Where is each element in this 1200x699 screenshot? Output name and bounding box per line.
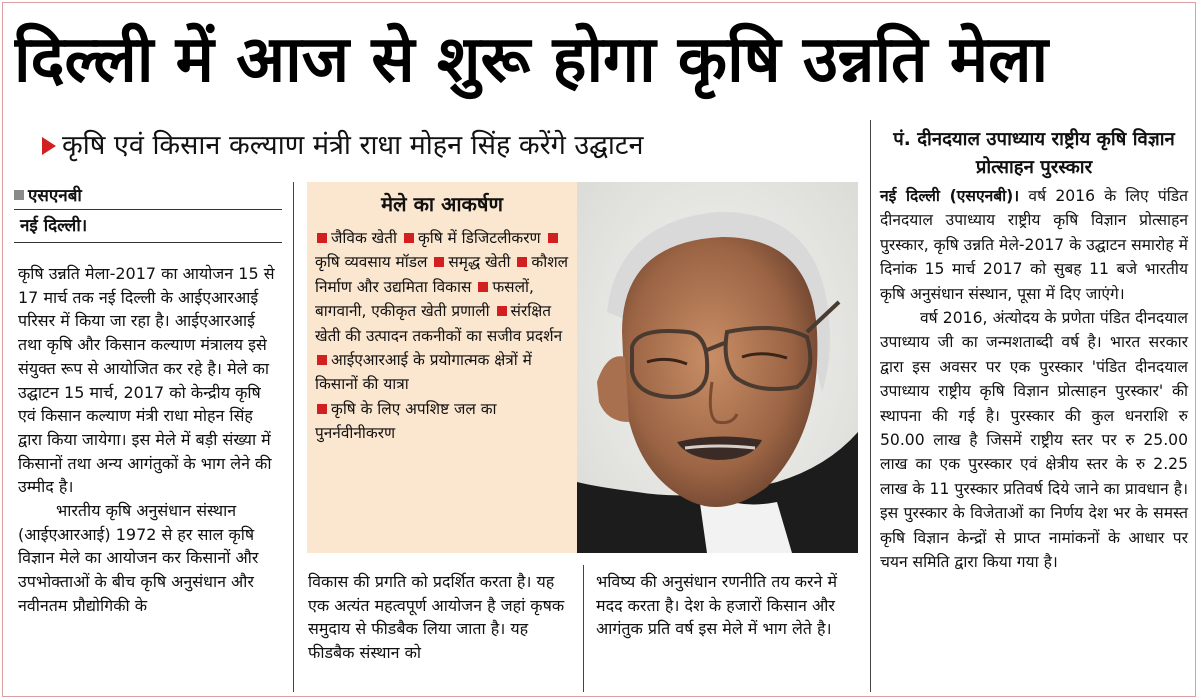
- triangle-bullet-icon: [42, 137, 56, 155]
- dateline: नई दिल्ली।: [20, 216, 88, 236]
- highlights-title: मेले का आकर्षण: [381, 192, 503, 216]
- sidebar-article-body: [880, 184, 1188, 575]
- sidebar-dateline: नई दिल्ली (एसएनबी)।: [880, 187, 1020, 205]
- highlights-box: [307, 182, 577, 553]
- highlight-item: फसलों, बागवानी, एकीकृत खेती प्रणाली: [315, 277, 534, 321]
- headline: दिल्ली में आज से शुरू होगा कृषि उन्नति मेला: [14, 23, 1049, 97]
- divider: [14, 242, 282, 243]
- paragraph-text: वर्ष 2016 के लिए पंडित दीनदयाल उपाध्याय राष्ट्रीय कृषि विज्ञान प्रोत्साहन पुरस्कार, कृषि उन्नति मेले-2017 के उद्घाटन समारोह में दिनांक 15 मार्च 2017 को सुबह 11 बजे भारतीय कृषि अनुसंधान संस्थान, पूसा में दिए जाएंगे।: [880, 187, 1188, 303]
- paragraph: वर्ष 2016, अंत्योदय के प्रणेता पंडित दीनदयाल उपाध्याय जी का जन्मशताब्दी वर्ष है। भारत सरकार द्वारा इस अवसर पर एक पुरस्कार 'पंडित दीनदयाल उपाध्याय राष्ट्रीय कृषि विज्ञान प्रोत्साहन पुरस्कार' की स्थापना की गई है। पुरस्कार की कुल धनराशि रु 50.00 लाख है जिसमें राष्ट्रीय स्तर पर रु 25.00 लाख का एक पुरस्कार एवं क्षेत्रीय स्तर के रु 2.25 लाख के 11 पुरस्कार प्रतिवर्ष दिये जाने का प्रावधान है। इस पुरस्कार के विजेताओं का निर्णय देश भर के समस्त कृषि विज्ञान केन्द्रों से प्राप्त नामांकनों के आधार पर चयन समिति द्वारा किया गया है।: [880, 309, 1188, 572]
- article-column-3: भविष्य की अनुसंधान रणनीति तय करने में मदद करता है। देश के हजारों किसान और आगंतुक प्रति वर्ष इस मेले में भाग लेते है।: [596, 572, 838, 638]
- red-square-bullet-icon: [434, 257, 444, 267]
- highlight-item: समृद्ध खेती: [448, 253, 511, 272]
- red-square-bullet-icon: [497, 306, 507, 316]
- highlight-item: कृषि व्यवसाय मॉडल: [315, 253, 428, 272]
- byline-text: एसएनबी: [28, 186, 82, 206]
- sidebar-article-title: पं. दीनदयाल उपाध्याय राष्ट्रीय कृषि विज्ञान प्रोत्साहन पुरस्कार: [893, 129, 1175, 178]
- highlight-item: आईएआरआई के प्रयोगात्मक क्षेत्रों में किसानों की यात्रा: [315, 351, 532, 394]
- highlight-item: संरक्षित खेती की उत्पादन तकनीकों का सजीव प्रदर्शन: [315, 302, 563, 345]
- square-bullet-icon: [14, 190, 24, 200]
- divider: [14, 209, 282, 210]
- article-column-1: [18, 262, 280, 618]
- red-square-bullet-icon: [317, 404, 327, 414]
- highlight-item: कृषि के लिए अपशिष्ट जल का पुनर्नवीनीकरण: [315, 399, 497, 443]
- red-square-bullet-icon: [517, 257, 527, 267]
- highlight-item: जैविक खेती: [331, 229, 398, 247]
- red-square-bullet-icon: [404, 233, 414, 243]
- portrait-photo-icon: [577, 182, 858, 553]
- column-divider: [293, 182, 294, 692]
- highlights-list: [315, 226, 573, 446]
- paragraph: कृषि उन्नति मेला-2017 का आयोजन 15 से 17 मार्च तक नई दिल्ली के आईएआरआई परिसर में किया जा रहा है। आईएआरआई तथा कृषि और किसान कल्याण मंत्रालय इसे संयुक्त रूप से आयोजित कर रहे है। मेले का उद्घाटन 15 मार्च, 2017 को केन्द्रीय कृषि एवं किसान कल्याण मंत्री राधा मोहन सिंह द्वारा किया जायेगा। इस मेले में बड़ी संख्या में किसानों तथा अन्य आगंतुकों के भाग लेने की उम्मीद है।: [18, 264, 275, 497]
- subheadline-text: कृषि एवं किसान कल्याण मंत्री राधा मोहन सिंह करेंगे उद्घाटन: [62, 130, 644, 161]
- red-square-bullet-icon: [478, 282, 488, 292]
- column-divider: [583, 565, 584, 692]
- red-square-bullet-icon: [317, 233, 327, 243]
- highlight-item: कौशल निर्माण और उद्यमिता विकास: [315, 253, 569, 296]
- paragraph: भारतीय कृषि अनुसंधान संस्थान (आईएआरआई) 1972 से हर साल कृषि विज्ञान मेले का आयोजन कर किसानों और उपभोक्ताओं के बीच कृषि अनुसंधान और नवीनतम प्रौद्योगिकी के: [18, 501, 259, 615]
- column-divider: [870, 120, 871, 692]
- red-square-bullet-icon: [317, 355, 327, 365]
- paragraph: [880, 184, 1188, 306]
- minister-portrait-photo: [577, 182, 858, 553]
- highlight-item: कृषि में डिजिटलीकरण: [417, 229, 541, 247]
- red-square-bullet-icon: [548, 233, 558, 243]
- byline: [14, 184, 282, 208]
- subheadline: [62, 124, 644, 168]
- article-column-2: विकास की प्रगति को प्रदर्शित करता है। यह एक अत्यंत महत्वपूर्ण आयोजन है जहां कृषक समुदाय से फीडबैक लिया जाता है। यह फीडबैक संस्थान को: [308, 572, 565, 662]
